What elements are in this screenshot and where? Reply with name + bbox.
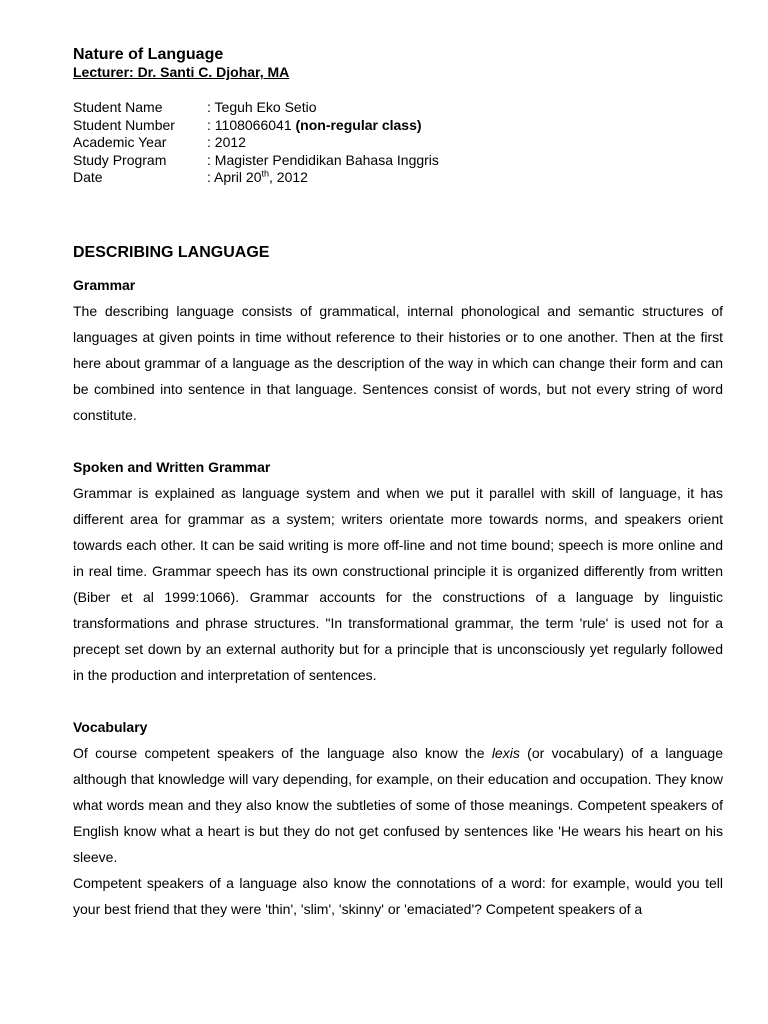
document-title: Nature of Language bbox=[73, 46, 224, 63]
student-name-label: Student Name bbox=[73, 99, 163, 115]
student-info-table bbox=[73, 99, 439, 187]
vocabulary-text-after: (or vocabulary) of a language although that knowledge will vary depending, for example, on their education and occupation. They know what words mean and they also know the subtleties of some of those meanings. Competent speakers of English know what a heart is but they do not get confused by sentences like 'He wears his heart on his sleeve. bbox=[73, 745, 724, 865]
lexis-term: lexis bbox=[491, 745, 520, 761]
grammar-paragraph: The describing language consists of grammatical, internal phonological and semantic structures of languages at given points in time without reference to their histories or to one another. Then at the first here about grammar of a language as the description of the way in which can change their form and can be combined into sentence in that language. Sentences consist of words, but not every string of word constitute. bbox=[73, 303, 723, 423]
student-number-label: Student Number bbox=[73, 116, 175, 133]
date-year: , 2012 bbox=[269, 169, 308, 185]
vocabulary-paragraph-1 bbox=[73, 740, 723, 870]
student-number-row bbox=[73, 117, 439, 135]
document-header bbox=[73, 45, 723, 81]
paragraph-spacer bbox=[73, 428, 723, 454]
vocabulary-text-before: Of course competent speakers of the language also know the bbox=[73, 745, 492, 761]
student-number-cell bbox=[207, 117, 439, 135]
date-ordinal-suffix: th bbox=[261, 168, 269, 179]
lecturer-line: Lecturer: Dr. Santi C. Djohar, MA bbox=[73, 64, 290, 80]
spoken-written-grammar-heading: Spoken and Written Grammar bbox=[73, 459, 271, 475]
date-label: Date bbox=[73, 169, 103, 185]
academic-year-label: Academic Year bbox=[73, 134, 167, 150]
academic-year-row bbox=[73, 134, 439, 152]
student-name-value: : Teguh Eko Setio bbox=[207, 99, 317, 115]
vocabulary-paragraph-2: Competent speakers of a language also know the connotations of a word: for example, would you tell your best friend that they were 'thin', 'slim', 'skinny' or 'emaciated'? Competent speakers of a bbox=[73, 875, 723, 917]
vocabulary-heading: Vocabulary bbox=[73, 719, 148, 735]
spoken-written-grammar-paragraph: Grammar is explained as language system and when we put it parallel with skill of language, it has different area for grammar as a system; writers orientate more towards norms, and speakers orient towards each other. It can be said writing is more off-line and not time bound; speech is more online and in real time. Grammar speech has its own constructional principle it is organized differently from written (Biber et al 1999:1066). Grammar accounts for the constructions of a language by linguistic transformations and phrase structures. "In transformational grammar, the term 'rule' is used not for a precept set down by an external authority but for a principle that is unconsciously yet regularly followed in the production and interpretation of sentences. bbox=[73, 485, 723, 683]
class-type-note: (non-regular class) bbox=[295, 116, 422, 133]
grammar-heading: Grammar bbox=[73, 277, 136, 293]
study-program-label: Study Program bbox=[73, 151, 167, 168]
paragraph-spacer bbox=[73, 688, 723, 714]
study-program-value: : Magister Pendidikan Bahasa Inggris bbox=[207, 151, 439, 168]
date-row bbox=[73, 169, 439, 187]
student-number-value: : 1108066041 bbox=[207, 116, 292, 133]
academic-year-value: : 2012 bbox=[207, 134, 246, 150]
date-value bbox=[207, 169, 439, 187]
section-heading: DESCRIBING LANGUAGE bbox=[73, 244, 270, 261]
document-body bbox=[73, 240, 723, 922]
student-name-row bbox=[73, 99, 439, 117]
date-prefix: : April 20 bbox=[207, 169, 262, 185]
study-program-row bbox=[73, 152, 439, 170]
